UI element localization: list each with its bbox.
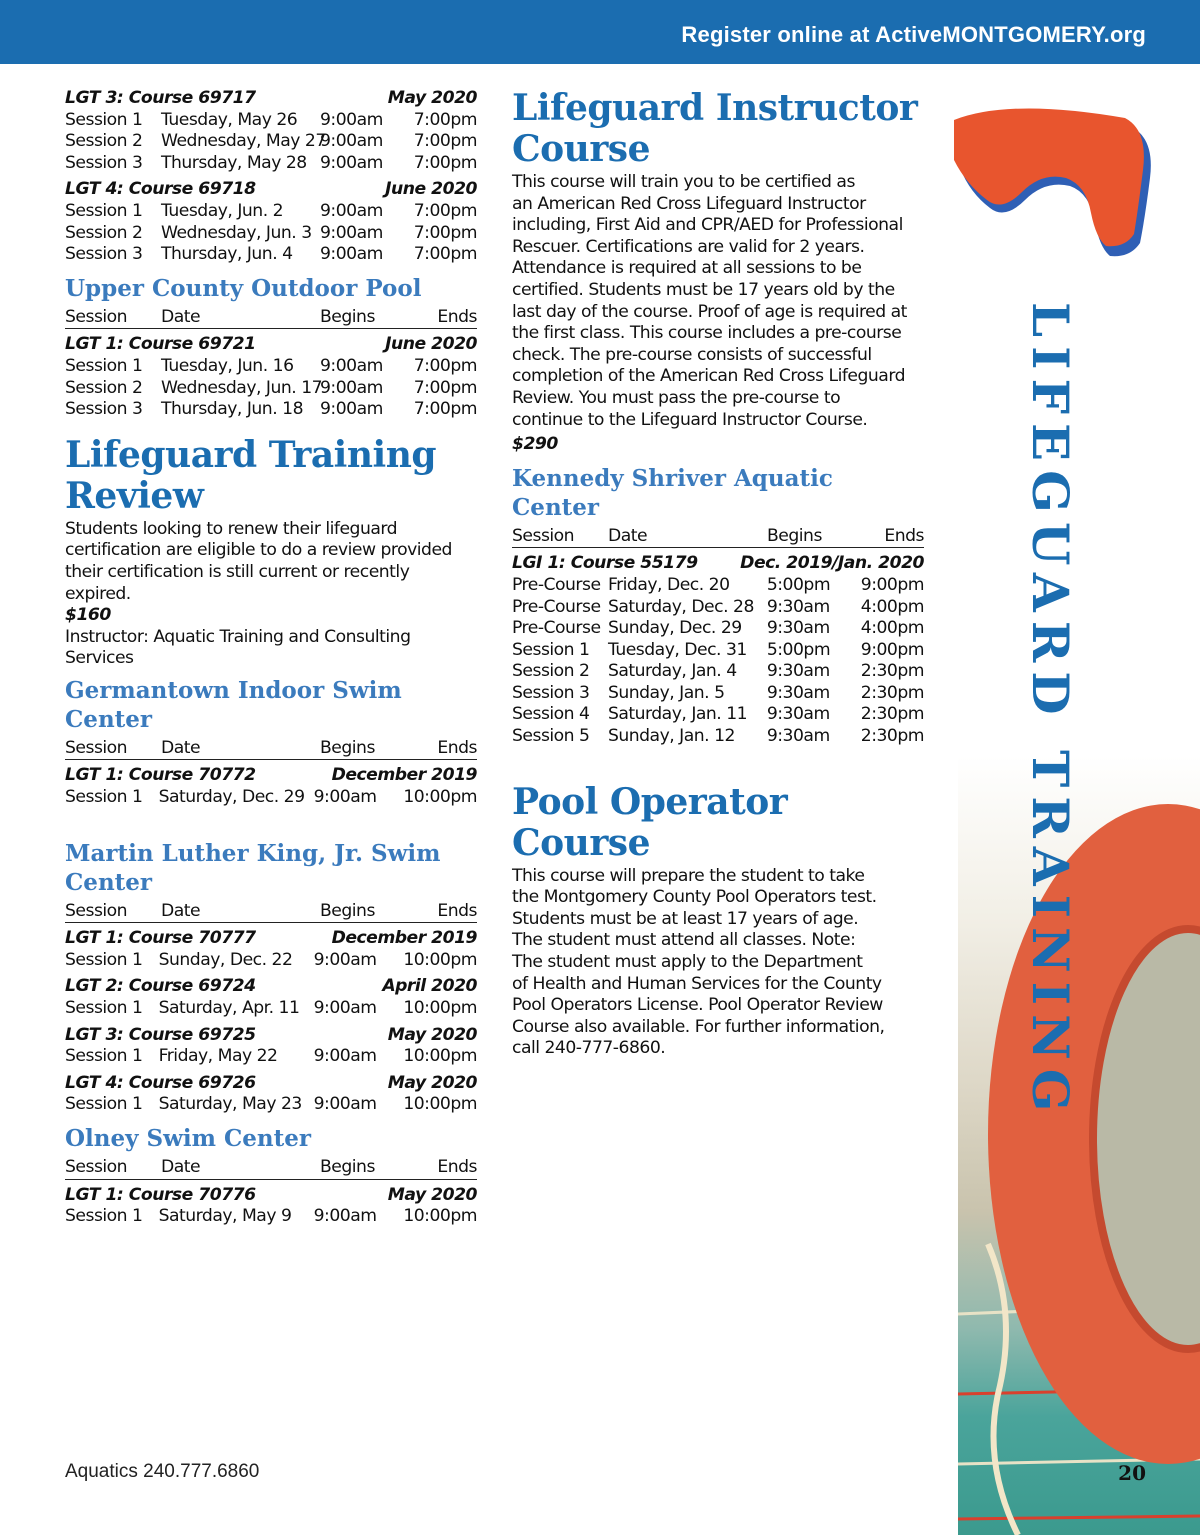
begins-cell: 9:30am [766,618,830,639]
course-title: LGT 1: Course 70772 [65,765,256,786]
course-title: LGT 3: Course 69725 [65,1024,256,1045]
course-heading [512,553,924,575]
header-session: Session [512,526,608,549]
text-line: last day of the course. Proof of age is required at [512,301,907,322]
session-cell: Session 2 [65,377,143,398]
date-cell: Wednesday, Jun. 17 [161,377,323,398]
ends-cell: 4:00pm [860,618,925,639]
ends-cell: 9:00pm [860,639,925,660]
session-row [65,787,477,809]
session-row [65,378,477,400]
text-line: continue to the Lifeguard Instructor Course. [512,409,868,430]
session-cell: Session 1 [65,949,143,970]
date-cell: Thursday, May 28 [161,152,307,173]
date-cell: Friday, Dec. 20 [607,574,730,595]
begins-cell: 9:30am [766,726,830,747]
text-line: Attendance is required at all sessions to be [512,258,862,279]
header-begins: Begins [320,901,412,924]
date-cell: Sunday, Jan. 12 [607,726,735,747]
begins-cell: 9:00am [320,200,383,221]
begins-cell: 9:30am [766,704,830,725]
instructor-line: Instructor: Aquatic Training and Consulting [65,626,411,647]
course-date: June 2020 [385,179,477,200]
session-row [65,131,477,153]
ends-cell: 4:00pm [860,596,925,617]
pool-operator-description [512,866,924,1060]
instructor-line: Services [65,648,134,669]
text-line: Students looking to renew their lifeguard [65,518,398,539]
course-heading [65,976,477,998]
date-cell: Thursday, Jun. 18 [161,399,303,420]
review-description [65,519,477,605]
course-date: Dec. 2019/Jan. 2020 [740,553,924,574]
begins-cell: 9:00am [320,355,383,376]
session-cell: Pre-Course [512,618,601,639]
session-row [65,950,477,972]
begins-cell: 9:30am [766,661,830,682]
session-row [65,223,477,245]
course-date: May 2020 [387,88,477,108]
session-cell: Session 1 [65,355,143,376]
course-title: LGT 4: Course 69726 [65,1072,256,1093]
text-line: Students must be at least 17 years of age. [512,908,859,929]
date-cell: Tuesday, Dec. 31 [607,639,747,660]
ends-cell: 7:00pm [413,355,477,376]
footer-contact: Aquatics 240.777.6860 [65,1461,260,1482]
date-cell: Sunday, Jan. 5 [607,682,725,703]
session-cell: Pre-Course [512,574,601,595]
header-begins: Begins [320,738,412,761]
header-ends: Ends [412,901,477,924]
ends-cell: 10:00pm [403,1046,477,1067]
course-date: April 2020 [382,976,477,997]
begins-cell: 9:00am [313,1046,377,1067]
text-line: The student must apply to the Department [512,952,863,973]
header-date: Date [161,901,320,924]
text-line: certification are eligible to do a review provided [65,540,452,561]
ends-cell: 9:00pm [860,574,925,595]
text-line: Pool Operators License. Pool Operator Review [512,995,883,1016]
location-heading: Upper County Outdoor Pool [65,274,422,302]
date-cell: Sunday, Dec. 22 [158,949,293,970]
course-heading [65,88,477,110]
session-row [512,618,924,640]
session-cell: Session 4 [512,704,590,725]
session-cell: Pre-Course [512,596,601,617]
session-row [65,153,477,175]
session-cell: Session 3 [65,399,143,420]
ends-cell: 7:00pm [413,399,477,420]
date-cell: Tuesday, Jun. 2 [161,200,284,221]
session-cell: Session 2 [65,131,143,152]
session-cell: Session 1 [512,639,590,660]
text-line: their certification is still current or recently expired. [65,561,410,604]
register-online-text: Register online at ActiveMONTGOMERY.org [681,22,1146,47]
text-line: Review. You must pass the pre-course to [512,387,841,408]
begins-cell: 9:30am [766,682,830,703]
begins-cell: 9:00am [320,109,383,130]
section-title-line: Pool Operator Course [512,780,788,864]
ends-cell: 7:00pm [413,200,477,221]
header-begins: Begins [767,526,861,549]
section-title-line: Review [65,474,204,517]
session-row [65,1094,477,1116]
session-cell: Session 5 [512,726,590,747]
date-cell: Wednesday, May 27 [161,131,326,152]
course-block [65,88,477,174]
course-date: December 2019 [331,765,477,786]
course-date: June 2020 [385,334,477,355]
side-title: LIFEGUARD TRAINING [1021,302,1080,1121]
course-heading [65,1185,477,1207]
date-cell: Tuesday, May 26 [161,109,298,130]
session-row [65,110,477,132]
course-block [65,179,477,265]
course-date: May 2020 [387,1184,477,1205]
course-heading [65,1073,477,1095]
session-row [512,640,924,662]
date-cell: Saturday, May 9 [158,1206,292,1227]
header-session: Session [65,901,161,924]
course-title: LGT 1: Course 70776 [65,1184,256,1205]
session-cell: Session 1 [65,200,143,221]
lane-line [958,1516,1200,1519]
header-date: Date [161,738,320,761]
ends-cell: 2:30pm [860,704,925,725]
session-cell: Session 3 [512,682,590,703]
section-title-line: Lifeguard Instructor [512,87,918,129]
text-line: including, First Aid and CPR/AED for Professional [512,215,903,236]
header-date: Date [608,526,767,549]
course-title: LGT 3: Course 69717 [65,88,256,108]
begins-cell: 9:00am [320,222,383,243]
section-title-line: Lifeguard Training [65,433,437,476]
session-row [512,575,924,597]
table-header [65,1157,477,1180]
begins-cell: 9:00am [320,377,383,398]
text-line: of Health and Human Services for the County [512,973,882,994]
location-heading: Center [65,868,153,896]
middle-column [512,88,924,1060]
course-title: LGT 2: Course 69724 [65,976,256,997]
begins-cell: 9:00am [320,152,383,173]
session-row [512,597,924,619]
text-line: Course also available. For further information, [512,1016,885,1037]
session-row [65,356,477,378]
date-cell: Saturday, May 23 [158,1094,302,1115]
text-line: an American Red Cross Lifeguard Instructor [512,193,866,214]
ends-cell: 2:30pm [860,661,925,682]
location-heading: Kennedy Shriver Aquatic Center [512,464,833,521]
location-heading: Germantown Indoor Swim Center [65,676,402,733]
instructor-description [512,172,924,431]
header-session: Session [65,738,161,761]
date-cell: Saturday, Dec. 28 [607,596,754,617]
course-date: December 2019 [331,928,477,949]
date-cell: Saturday, Dec. 29 [158,787,305,808]
price: $160 [65,605,111,626]
session-row [65,1046,477,1068]
begins-cell: 5:00pm [766,639,831,660]
ends-cell: 10:00pm [403,998,477,1019]
header-ends: Ends [412,1157,477,1180]
header-session: Session [65,307,161,330]
begins-cell: 9:00am [313,1206,377,1227]
text-line: the first class. This course includes a pre-course [512,323,902,344]
course-heading [65,334,477,356]
header-bar [0,0,1200,64]
kickboard-image [950,108,1160,268]
left-column [65,88,477,1228]
page-number: 20 [1118,1461,1146,1485]
begins-cell: 9:00am [313,949,377,970]
begins-cell: 9:30am [766,596,830,617]
text-line: check. The pre-course consists of successful [512,344,872,365]
session-row [65,244,477,266]
ends-cell: 10:00pm [403,1206,477,1227]
session-cell: Session 1 [65,109,143,130]
section-title-line: Course [512,128,650,170]
text-line: the Montgomery County Pool Operators test. [512,887,877,908]
ends-cell: 10:00pm [403,787,477,808]
session-cell: Session 1 [65,1046,143,1067]
session-row [512,704,924,726]
ends-cell: 2:30pm [860,726,925,747]
course-title: LGT 4: Course 69718 [65,179,256,200]
date-cell: Saturday, Jan. 4 [607,661,737,682]
header-begins: Begins [320,1157,412,1180]
session-row [65,1206,477,1228]
header-session: Session [65,1157,161,1180]
ends-cell: 10:00pm [403,949,477,970]
session-row [65,399,477,421]
session-row [65,998,477,1020]
header-ends: Ends [412,738,477,761]
begins-cell: 9:00am [320,131,383,152]
begins-cell: 9:00am [320,244,383,265]
ends-cell: 7:00pm [413,244,477,265]
ends-cell: 7:00pm [413,377,477,398]
location-heading: Olney Swim Center [65,1125,312,1152]
ends-cell: 7:00pm [413,222,477,243]
text-line: The student must attend all classes. Note: [512,930,856,951]
text-line: certified. Students must be 17 years old by the [512,279,895,300]
date-cell: Tuesday, Jun. 16 [161,355,294,376]
session-cell: Session 1 [65,1094,143,1115]
begins-cell: 9:00am [313,787,377,808]
header-ends: Ends [861,526,924,549]
text-line: completion of the American Red Cross Lifeguard [512,366,905,387]
begins-cell: 5:00pm [766,574,831,595]
session-cell: Session 2 [65,222,143,243]
date-cell: Sunday, Dec. 29 [607,618,742,639]
begins-cell: 9:00am [313,1094,377,1115]
text-line: This course will prepare the student to take [512,865,865,886]
course-heading [65,179,477,201]
session-cell: Session 1 [65,998,143,1019]
session-cell: Session 3 [65,152,143,173]
ends-cell: 7:00pm [413,109,477,130]
session-cell: Session 1 [65,787,143,808]
begins-cell: 9:00am [313,998,377,1019]
course-heading [65,1025,477,1047]
header-begins: Begins [320,307,412,330]
course-title: LGI 1: Course 55179 [512,553,698,574]
ends-cell: 10:00pm [403,1094,477,1115]
session-cell: Session 2 [512,661,590,682]
ends-cell: 7:00pm [413,152,477,173]
course-heading [65,765,477,787]
ends-cell: 7:00pm [413,131,477,152]
course-date: May 2020 [387,1024,477,1045]
table-header [512,526,924,549]
session-cell: Session 3 [65,244,143,265]
course-date: May 2020 [387,1072,477,1093]
header-ends: Ends [412,307,477,330]
price: $290 [512,434,558,455]
session-row [512,661,924,683]
table-header [65,738,477,761]
date-cell: Saturday, Apr. 11 [158,998,300,1019]
date-cell: Thursday, Jun. 4 [161,244,293,265]
ends-cell: 2:30pm [860,682,925,703]
location-heading: Martin Luther King, Jr. Swim [65,839,441,867]
table-header [65,307,477,330]
session-row [512,683,924,705]
course-title: LGT 1: Course 70777 [65,928,256,949]
date-cell: Saturday, Jan. 11 [607,704,748,725]
text-line: call 240-777-6860. [512,1038,666,1059]
text-line: This course will train you to be certified as [512,172,855,192]
session-cell: Session 1 [65,1206,143,1227]
date-cell: Friday, May 22 [158,1046,278,1067]
begins-cell: 9:00am [320,399,383,420]
course-heading [65,928,477,950]
table-header [65,901,477,924]
header-date: Date [161,307,320,330]
session-row [65,201,477,223]
session-row [512,726,924,748]
header-date: Date [161,1157,320,1180]
date-cell: Wednesday, Jun. 3 [161,222,312,243]
text-line: Rescuer. Certifications are valid for 2 years. [512,236,865,257]
course-title: LGT 1: Course 69721 [65,334,256,355]
